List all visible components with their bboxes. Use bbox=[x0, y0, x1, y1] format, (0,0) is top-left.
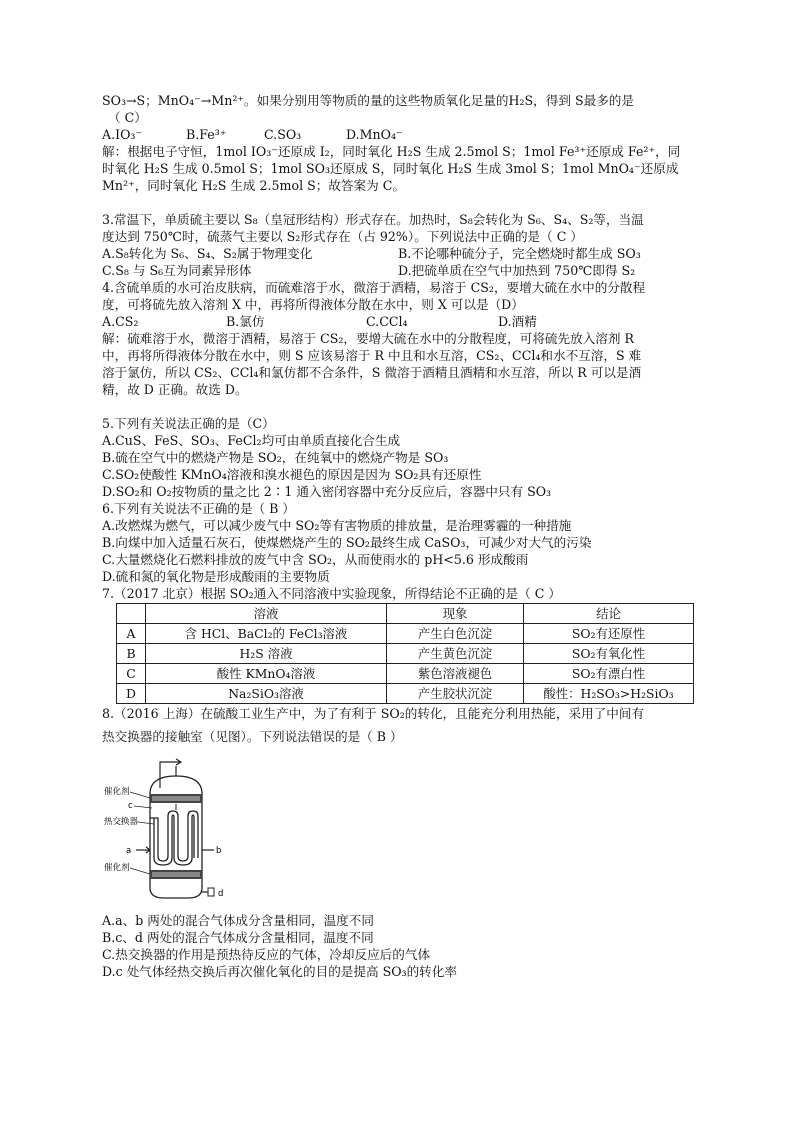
option-a: A.IO₃⁻ bbox=[102, 127, 143, 142]
table-cell: C bbox=[117, 664, 146, 684]
q3-stem-1: 3.常温下，单质硫主要以 S₈（皇冠形结构）形式存在。加热时，S₈会转化为 S₆、S₄、S₂等，当温 bbox=[102, 212, 644, 227]
label-c: c bbox=[128, 801, 133, 811]
table-cell: 产生白色沉淀 bbox=[387, 624, 524, 644]
option-d: D.酒精 bbox=[498, 314, 537, 329]
q6-option-b: B.向煤中加入适量石灰石，使煤燃烧产生的 SO₂最终生成 CaSO₃，可减少对大气的污染 bbox=[102, 535, 592, 550]
table-row bbox=[117, 684, 694, 704]
intro-answer: （ C） bbox=[108, 110, 147, 125]
q2-explain-3: Mn²⁺，同时氧化 H₂S 生成 2.5mol S；故答案为 C。 bbox=[102, 178, 405, 193]
q4-options bbox=[102, 313, 692, 330]
label-a: a bbox=[126, 846, 132, 856]
table-header-cell: 结论 bbox=[524, 604, 694, 624]
q5-stem: 5.下列有关说法正确的是（C） bbox=[102, 416, 275, 431]
q8-option-c: C.热交换器的作用是预热待反应的气体，冷却反应后的气体 bbox=[102, 947, 431, 962]
label-catalyst-top: 催化剂 bbox=[104, 787, 130, 797]
option-a: A.S₈转化为 S₆、S₄、S₂属于物理变化 bbox=[102, 246, 313, 261]
table-cell: 酸性 KMnO₄溶液 bbox=[146, 664, 387, 684]
q3-options-row1 bbox=[102, 245, 692, 262]
q4-stem-2: 度，可将硫先放入溶剂 X 中，再将所得液体分散在水中，则 X 可以是（D） bbox=[102, 297, 524, 312]
option-a: A.CS₂ bbox=[102, 314, 139, 329]
table-cell: H₂S 溶液 bbox=[146, 644, 387, 664]
table-cell: A bbox=[117, 624, 146, 644]
q2-options bbox=[102, 126, 692, 143]
table-header-cell: 现象 bbox=[387, 604, 524, 624]
option-b: B.Fe³⁺ bbox=[186, 127, 227, 142]
table-row bbox=[117, 644, 694, 664]
table-cell: 酸性：H₂SO₃>H₂SiO₃ bbox=[524, 684, 694, 704]
q5-option-c: C.SO₂使酸性 KMnO₄溶液和溴水褪色的原因是因为 SO₂具有还原性 bbox=[102, 467, 482, 482]
table-cell: Na₂SiO₃溶液 bbox=[146, 684, 387, 704]
option-d: D.把硫单质在空气中加热到 750℃即得 S₂ bbox=[398, 263, 636, 278]
q6-option-d: D.硫和氮的氧化物是形成酸雨的主要物质 bbox=[102, 569, 330, 584]
q8-option-b: B.c、d 两处的混合气体成分含量相同，温度不同 bbox=[102, 930, 374, 945]
label-catalyst-bottom: 催化剂 bbox=[104, 863, 130, 873]
table-cell: SO₂有还原性 bbox=[524, 624, 694, 644]
q4-stem-1: 4.含硫单质的水可治皮肤病，而硫难溶于水，微溶于酒精，易溶于 CS₂，要增大硫在水中的分散程 bbox=[102, 280, 646, 295]
option-c: C.SO₃ bbox=[264, 127, 302, 142]
intro-line: SO₃→S；MnO₄⁻→Mn²⁺。如果分别用等物质的量的这些物质氧化足量的H₂S，得到 S最多的是 bbox=[102, 93, 634, 108]
q4-explain-2: 中，再将所得液体分散在水中，则 S 应该易溶于 R 中且和水互溶，CS₂、CCl₄和水不互溶，S 难 bbox=[102, 348, 642, 363]
table-cell: 产生黄色沉淀 bbox=[387, 644, 524, 664]
option-c: C.CCl₄ bbox=[366, 314, 408, 329]
q3-options-row2 bbox=[102, 262, 692, 279]
table-header-row bbox=[117, 604, 694, 624]
contact-chamber-diagram bbox=[102, 758, 232, 908]
table-cell: D bbox=[117, 684, 146, 704]
table-cell: 产生胶状沉淀 bbox=[387, 684, 524, 704]
q6-option-a: A.改燃煤为燃气，可以减少废气中 SO₂等有害物质的排放量，是治理雾霾的一种措施 bbox=[102, 518, 572, 533]
chamber-dome bbox=[150, 776, 202, 794]
table-cell: 含 HCl、BaCl₂的 FeCl₃溶液 bbox=[146, 624, 387, 644]
option-d: D.MnO₄⁻ bbox=[346, 127, 403, 142]
table-cell: SO₂有氧化性 bbox=[524, 644, 694, 664]
q4-explain-1: 解：硫难溶于水，微溶于酒精，易溶于 CS₂，要增大硫在水中的分散程度，可将硫先放入溶剂 R bbox=[102, 331, 634, 346]
q3-stem-2: 度达到 750℃时，硫蒸气主要以 S₂形式存在（占 92%）。下列说法中正确的是（ C ） bbox=[102, 229, 583, 244]
q8-option-d: D.c 处气体经热交换后再次催化氧化的目的是提高 SO₃的转化率 bbox=[102, 964, 457, 979]
q8-stem-1: 8.（2016 上海）在硫酸工业生产中，为了有利于 SO₂的转化，且能充分利用热能，采用了中间有 bbox=[102, 706, 645, 721]
q6-option-c: C.大量燃烧化石燃料排放的废气中含 SO₂，从而使雨水的 pH<5.6 形成酸雨 bbox=[102, 552, 529, 567]
table-cell: B bbox=[117, 644, 146, 664]
table-row bbox=[117, 624, 694, 644]
label-d: d bbox=[218, 889, 224, 899]
option-b: B.不论哪种硫分子，完全燃烧时都生成 SO₃ bbox=[398, 246, 641, 261]
q2-explain-1: 解：根据电子守恒，1mol IO₃⁻还原成 I₂，同时氧化 H₂S 生成 2.5mol S；1mol Fe³⁺还原成 Fe²⁺，同 bbox=[102, 144, 681, 159]
table-row bbox=[117, 664, 694, 684]
q8-option-a: A.a、b 两处的混合气体成分含量相同，温度不同 bbox=[102, 913, 374, 928]
option-c: C.S₈ 与 S₆互为同素异形体 bbox=[102, 263, 252, 278]
document-page bbox=[102, 92, 692, 980]
q4-explain-3: 溶于氯仿，所以 CS₂、CCl₄和氯仿都不合条件，S 微溶于酒精且酒精和水互溶，所以 R 可以是酒 bbox=[102, 365, 642, 380]
q5-option-b: B.硫在空气中的燃烧产物是 SO₂，在纯氧中的燃烧产物是 SO₃ bbox=[102, 450, 449, 465]
q5-option-a: A.CuS、FeS、SO₃、FeCl₂均可由单质直接化合生成 bbox=[102, 433, 401, 448]
table-cell: SO₂有漂白性 bbox=[524, 664, 694, 684]
table-header-cell: 溶液 bbox=[146, 604, 387, 624]
inlet-pipe bbox=[160, 762, 180, 788]
q5-option-d: D.SO₂和 O₂按物质的量之比 2∶1 通入密闭容器中充分反应后，容器中只有 SO₃ bbox=[102, 484, 552, 499]
table-header-cell bbox=[117, 604, 146, 624]
q2-explain-2: 时氧化 H₂S 生成 0.5mol S；1mol SO₃还原成 S，同时氧化 H₂S 生成 3mol S；1mol MnO₄⁻还原成 bbox=[102, 161, 679, 176]
label-b: b bbox=[216, 846, 222, 856]
q4-explain-4: 精，故 D 正确。故选 D。 bbox=[102, 382, 248, 397]
label-heat-exchanger: 热交换器 bbox=[104, 817, 139, 827]
q7-table bbox=[116, 603, 694, 704]
table-cell: 紫色溶液褪色 bbox=[387, 664, 524, 684]
q7-stem: 7.（2017 北京）根据 SO₂通入不同溶液中实验现象，所得结论不正确的是（ C ） bbox=[102, 586, 561, 601]
option-b: B.氯仿 bbox=[226, 314, 265, 329]
q6-stem: 6.下列有关说法不正确的是（ B ） bbox=[102, 501, 295, 516]
q8-stem-2: 热交换器的接触室（见图）。下列说法错误的是（ B ） bbox=[102, 729, 403, 744]
